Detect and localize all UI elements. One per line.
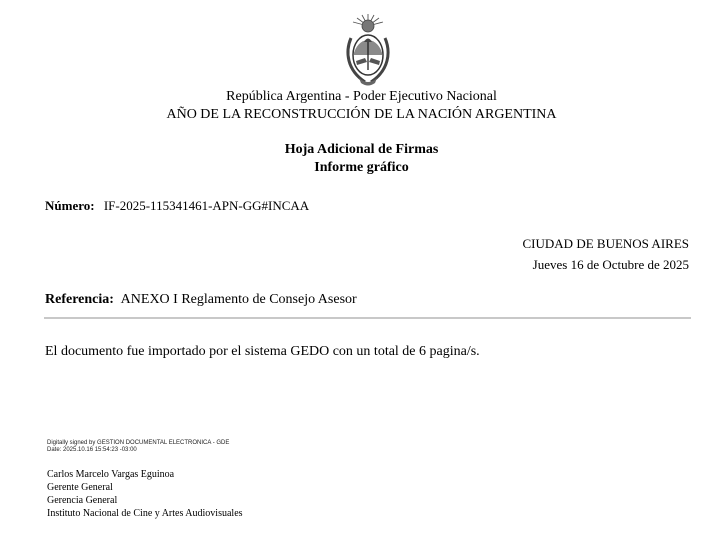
signer-name: Carlos Marcelo Vargas Eguinoa — [47, 469, 175, 480]
document-title: Hoja Adicional de Firmas — [284, 142, 439, 157]
document-subtitle: Informe gráfico — [314, 160, 409, 175]
header-country: República Argentina - Poder Ejecutivo Nacional — [226, 89, 497, 104]
divider — [44, 317, 691, 319]
place-date: Jueves 16 de Octubre de 2025 — [532, 257, 689, 272]
header-year-motto: AÑO DE LA RECONSTRUCCIÓN DE LA NACIÓN ARGENTINA — [166, 107, 557, 122]
signer-department: Gerencia General — [47, 495, 118, 506]
document-number — [45, 198, 309, 214]
signer-role: Gerente General — [47, 482, 113, 493]
document-number-value: IF-2025-115341461-APN-GG#INCAA — [103, 198, 310, 213]
reference-label: Referencia: — [45, 292, 114, 307]
signer-block — [47, 468, 243, 520]
place-city: CIUDAD DE BUENOS AIRES — [522, 236, 689, 251]
document-number-label: Número: — [45, 198, 95, 213]
signer-organization: Instituto Nacional de Cine y Artes Audiovisuales — [47, 508, 243, 519]
reference — [45, 292, 357, 308]
digital-signature-date: Date: 2025.10.16 15:54:23 -03:00 — [47, 447, 137, 453]
digital-signature — [47, 440, 229, 454]
coat-of-arms-icon — [343, 12, 393, 90]
body-text: El documento fue importado por el sistema GEDO con un total de 6 pagina/s. — [45, 344, 480, 359]
reference-value: ANEXO I Reglamento de Consejo Asesor — [120, 292, 357, 307]
digital-signature-signer: Digitally signed by GESTION DOCUMENTAL ELECTRONICA - GDE — [47, 440, 230, 446]
